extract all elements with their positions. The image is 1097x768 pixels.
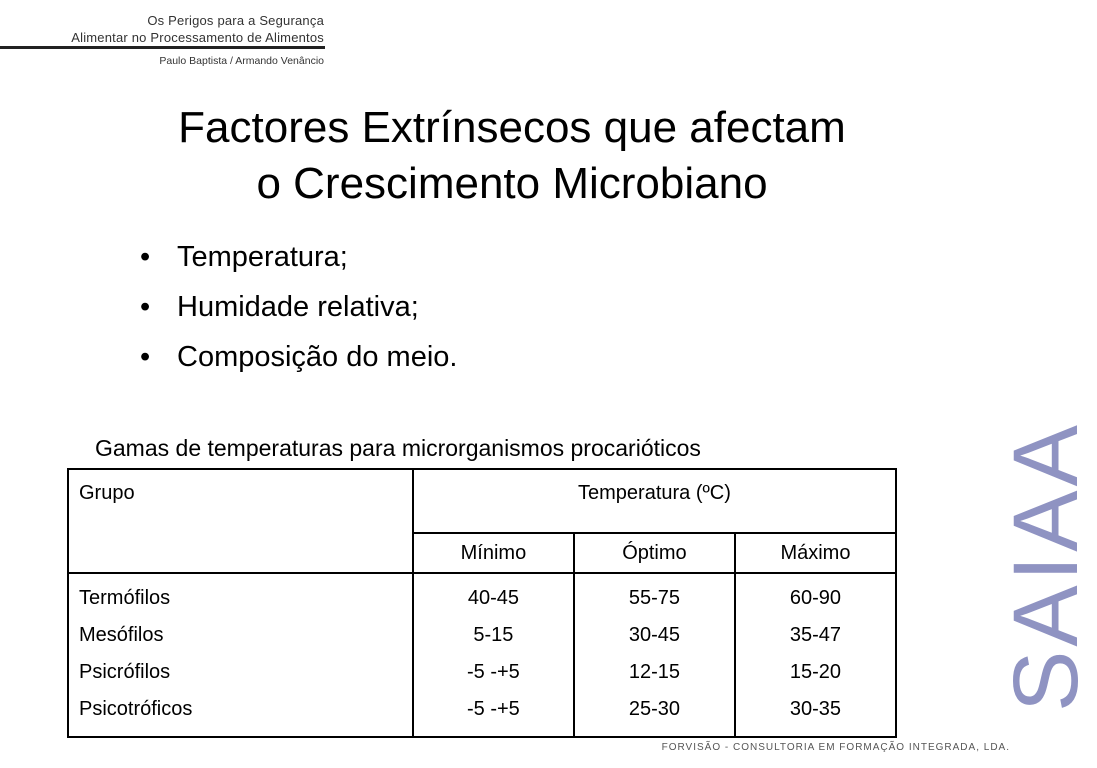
optimo-value: 30-45 [628, 624, 680, 646]
minimo-value: -5 -+5 [467, 698, 520, 720]
minimo-value: 40-45 [467, 587, 519, 609]
table-caption: Gamas de temperaturas para microrganismos procarióticos [95, 435, 701, 461]
slide-title-line2: o Crescimento Microbiano [256, 159, 768, 208]
bullet-text: Composição do meio. [177, 341, 458, 373]
minimo-value: 5-15 [473, 624, 514, 646]
header-minimo: Mínimo [413, 533, 574, 573]
header-divider [0, 46, 325, 49]
bullet-text: Humidade relativa; [177, 291, 419, 323]
bullet-text: Temperatura; [177, 241, 348, 273]
bullet-icon: • [140, 341, 151, 373]
maximo-value: 30-35 [789, 698, 842, 720]
optimo-value: 55-75 [628, 587, 680, 609]
bullet-icon: • [140, 241, 151, 273]
bullet-item [140, 236, 457, 286]
header-authors: Paulo Baptista / Armando Venâncio [159, 55, 324, 67]
header-maximo: Máximo [735, 533, 896, 573]
optimo-value: 25-30 [628, 698, 680, 720]
grupo-value: Mesófilos [79, 624, 164, 646]
header-optimo: Óptimo [574, 533, 735, 573]
slide-title-line1: Factores Extrínsecos que afectam [178, 103, 846, 152]
grupo-value: Termófilos [79, 587, 171, 609]
grupo-cell [68, 573, 413, 737]
maximo-value: 60-90 [789, 587, 842, 609]
header-title-line1: Os Perigos para a Segurança [147, 13, 324, 28]
minimo-cell [413, 573, 574, 737]
slide-title [0, 100, 1024, 212]
temperature-table [67, 468, 897, 738]
table-body-row [68, 573, 896, 737]
minimo-value: -5 -+5 [467, 661, 520, 683]
bullet-item [140, 336, 457, 386]
header-temperatura: Temperatura (ºC) [413, 469, 896, 533]
grupo-value: Psicrófilos [79, 661, 171, 683]
bullet-icon: • [140, 291, 151, 323]
bullet-item [140, 286, 457, 336]
table-header-row [68, 469, 896, 533]
bullet-list [140, 236, 457, 386]
maximo-cell [735, 573, 896, 737]
maximo-value: 35-47 [789, 624, 842, 646]
optimo-value: 12-15 [628, 661, 680, 683]
maximo-value: 15-20 [789, 661, 842, 683]
saiaa-logo: SAIAA [995, 420, 1097, 712]
grupo-value: Psicotróficos [79, 698, 193, 720]
footer-company: FORVISÃO - CONSULTORIA EM FORMAÇÃO INTEGRADA, LDA. [661, 742, 1010, 753]
header-title-line2: Alimentar no Processamento de Alimentos [71, 30, 324, 45]
optimo-cell [574, 573, 735, 737]
header-grupo: Grupo [68, 469, 413, 573]
